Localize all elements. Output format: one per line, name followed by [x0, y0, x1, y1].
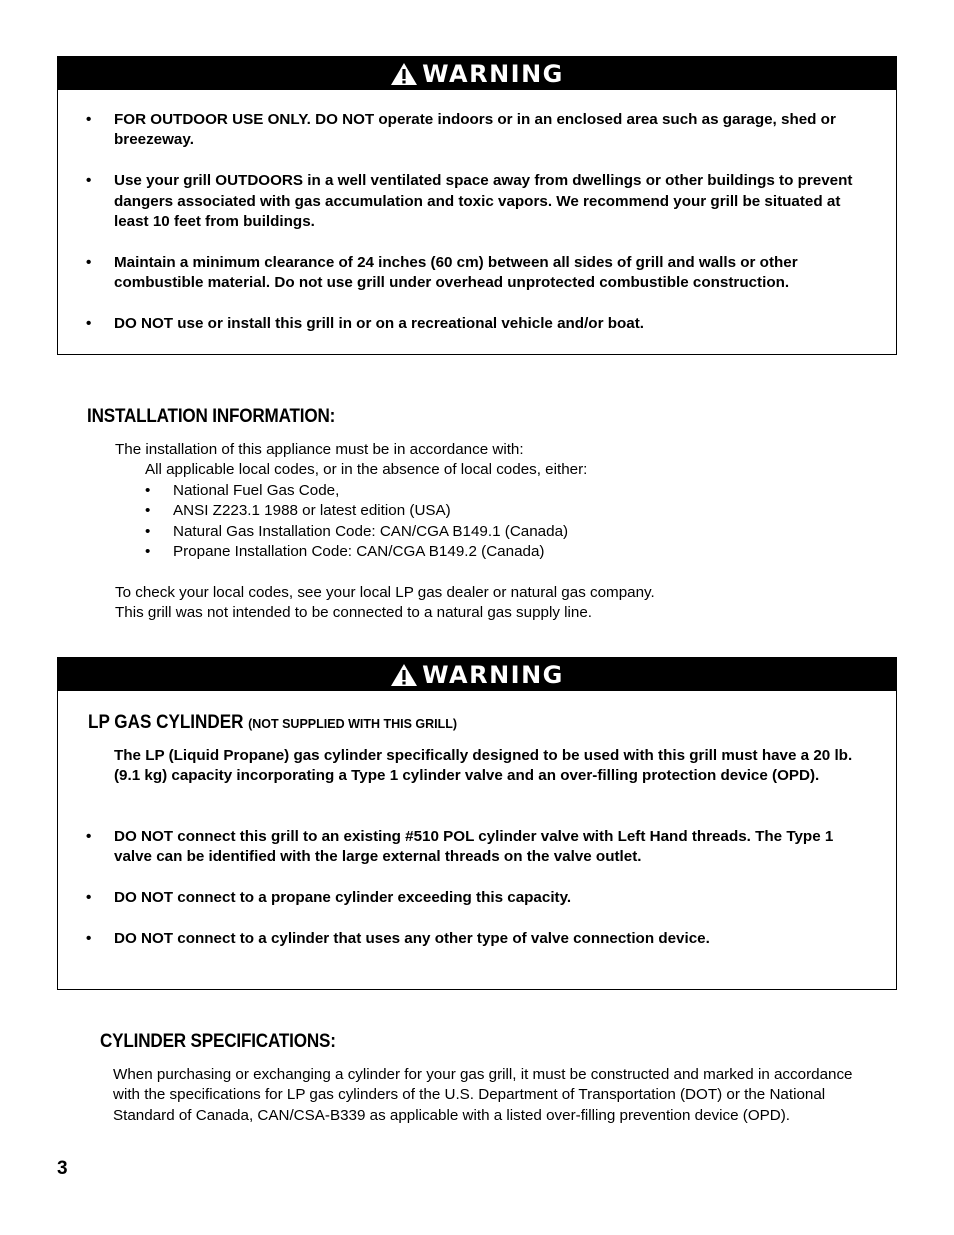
code-text: Propane Installation Code: CAN/CGA B149.2 (Canada) — [173, 543, 545, 561]
installation-sub-intro: All applicable local codes, or in the absence of local codes, either: — [145, 461, 588, 479]
bullet-dot: • — [145, 502, 151, 520]
installation-note-line-2: This grill was not intended to be connected to a natural gas supply line. — [115, 604, 593, 622]
bullet-dot: • — [86, 172, 92, 190]
list-item — [86, 929, 866, 949]
installation-intro: The installation of this appliance must be in accordance with: — [115, 441, 524, 458]
bullet-text: FOR OUTDOOR USE ONLY. DO NOT operate indoors or in an enclosed area such as garage, shed or breezeway. — [114, 111, 836, 149]
code-text: National Fuel Gas Code, — [173, 481, 340, 499]
bullet-dot: • — [86, 889, 92, 907]
warning-triangle-icon — [390, 62, 418, 86]
installation-body — [115, 440, 655, 624]
list-item — [86, 827, 866, 868]
bullet-text: DO NOT connect this grill to an existing #510 POL cylinder valve with Left Hand threads. The Type 1 valve can be identified with the large external threads on the valve outlet. — [114, 828, 834, 866]
list-item — [86, 253, 866, 294]
lp-heading-main: LP GAS CYLINDER — [88, 712, 244, 733]
list-item — [86, 888, 866, 908]
bullet-dot: • — [86, 930, 92, 947]
bullet-dot: • — [145, 522, 151, 540]
bullet-dot: • — [86, 828, 92, 845]
bullet-dot: • — [145, 481, 151, 499]
warning-bullet-list — [86, 827, 866, 970]
warning-title: WARNING — [422, 59, 564, 88]
warning-header — [58, 658, 896, 691]
bullet-text: Maintain a minimum clearance of 24 inches (60 cm) between all sides of grill and walls or other combustible material. Do not use grill under overhead unprotected combustible construction. — [114, 253, 798, 292]
list-item — [86, 171, 866, 232]
cylinder-specifications-heading: CYLINDER SPECIFICATIONS: — [100, 1031, 336, 1052]
bullet-text: Use your grill OUTDOORS in a well ventilated space away from dwellings or other buildings to prevent dangers associated with gas accumulation and toxic vapors. We recommend your grill be situated at least 10 feet from buildings. — [114, 172, 853, 231]
bullet-text: DO NOT connect to a propane cylinder exceeding this capacity. — [114, 889, 572, 907]
warning-box-outdoor-use — [57, 56, 897, 355]
bullet-dot: • — [86, 111, 92, 128]
installation-note-line-1: To check your local codes, see your local LP gas dealer or natural gas company. — [115, 583, 655, 601]
bullet-text: DO NOT use or install this grill in or on a recreational vehicle and/or boat. — [114, 315, 644, 333]
lp-gas-cylinder-heading — [88, 712, 457, 734]
list-item — [115, 481, 655, 501]
lp-intro-text: The LP (Liquid Propane) gas cylinder specifically designed to be used with this grill must have a 20 lb. (9.1 kg) capacity incorporating a Type 1 cylinder valve and an over-filling protection device (OPD). — [114, 747, 853, 785]
list-item — [115, 542, 655, 562]
cylinder-specifications-body: When purchasing or exchanging a cylinder for your gas grill, it must be constructed and marked in accordance with the specifications for LP gas cylinders of the U.S. Department of Transportation (DOT) or the National Standard of Canada, CAN/CSA-B339 as applicable with a listed over-filling prevention device (OPD). — [113, 1066, 853, 1124]
lp-heading-sub: (NOT SUPPLIED WITH THIS GRILL) — [248, 717, 458, 731]
bullet-dot: • — [86, 253, 92, 271]
warning-title: WARNING — [422, 660, 564, 689]
list-item — [115, 522, 655, 542]
code-text: Natural Gas Installation Code: CAN/CGA B149.1 (Canada) — [173, 522, 569, 540]
installation-heading: INSTALLATION INFORMATION: — [87, 406, 336, 427]
warning-triangle-icon — [390, 663, 418, 687]
list-item — [86, 110, 866, 151]
list-item — [115, 501, 655, 521]
bullet-dot: • — [145, 543, 151, 561]
list-item — [86, 314, 866, 334]
page-number: 3 — [57, 1158, 68, 1179]
spacer — [115, 562, 655, 582]
bullet-text: DO NOT connect to a cylinder that uses any other type of valve connection device. — [114, 930, 710, 947]
warning-bullet-list — [86, 110, 866, 355]
bullet-dot: • — [86, 315, 92, 333]
warning-header — [58, 57, 896, 90]
code-text: ANSI Z223.1 1988 or latest edition (USA) — [173, 502, 451, 520]
warning-box-lp-cylinder — [57, 657, 897, 990]
